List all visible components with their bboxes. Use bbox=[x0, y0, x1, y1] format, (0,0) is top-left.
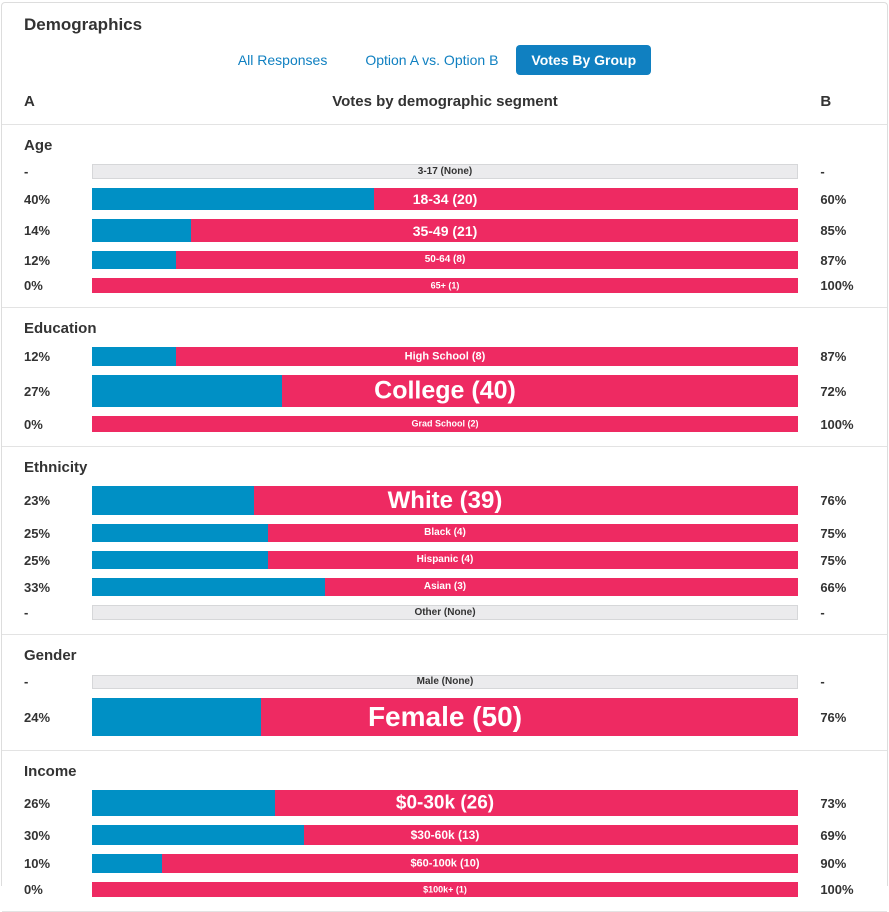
segment-label: Asian (3) bbox=[423, 581, 467, 592]
segment-bar bbox=[92, 347, 799, 366]
segment-label: Male (None) bbox=[416, 675, 474, 687]
option-b-percent: 69% bbox=[820, 827, 847, 843]
segment-row bbox=[2, 416, 887, 432]
option-a-percent: 0% bbox=[24, 416, 43, 432]
segment-row bbox=[2, 164, 887, 179]
option-a-percent: - bbox=[24, 674, 29, 689]
segment-label: 50-64 (8) bbox=[424, 254, 466, 265]
segment-label: 35-49 (21) bbox=[412, 222, 478, 239]
segment-label: College (40) bbox=[374, 376, 516, 405]
section-title-ethnicity: Ethnicity bbox=[24, 459, 88, 476]
segment-row bbox=[2, 825, 887, 845]
segment-row bbox=[2, 882, 887, 897]
segment-row bbox=[2, 790, 887, 816]
option-a-percent: - bbox=[24, 164, 29, 179]
segment-label: White (39) bbox=[387, 486, 503, 514]
segment-bar bbox=[92, 486, 799, 515]
option-a-percent: 25% bbox=[24, 552, 51, 568]
segment-bar bbox=[92, 524, 799, 542]
segment-bar bbox=[92, 675, 799, 689]
segment-bar bbox=[92, 251, 799, 269]
demographics-panel bbox=[1, 2, 888, 897]
option-b-percent: 75% bbox=[820, 552, 847, 568]
segment-bar bbox=[92, 416, 799, 432]
segment-bar bbox=[92, 188, 799, 210]
segment-bar bbox=[92, 551, 799, 569]
option-b-percent: 100% bbox=[820, 416, 854, 432]
section-education bbox=[2, 308, 887, 447]
option-a-percent: 30% bbox=[24, 827, 51, 843]
option-b-percent: - bbox=[820, 164, 825, 179]
option-b-percent: 100% bbox=[820, 882, 854, 897]
segment-bar bbox=[92, 278, 799, 293]
option-b-percent: 90% bbox=[820, 856, 847, 871]
segment-label: Black (4) bbox=[424, 527, 466, 538]
option-a-percent: 0% bbox=[24, 882, 43, 897]
segment-row bbox=[2, 524, 887, 542]
segment-row bbox=[2, 486, 887, 515]
segment-label: Female (50) bbox=[367, 701, 523, 732]
section-title-gender: Gender bbox=[24, 647, 77, 664]
segment-bar bbox=[92, 790, 799, 816]
option-a-percent: 12% bbox=[24, 252, 51, 268]
segment-label: $60-100k (10) bbox=[410, 857, 480, 869]
segment-bar bbox=[92, 578, 799, 596]
segment-bar bbox=[92, 375, 799, 407]
option-a-percent: 10% bbox=[24, 856, 51, 871]
segment-label: $30-60k (13) bbox=[410, 828, 480, 842]
segment-bar bbox=[92, 605, 799, 620]
option-b-percent: 76% bbox=[820, 493, 847, 508]
view-tabs bbox=[2, 45, 887, 75]
segments-container bbox=[2, 125, 887, 912]
option-a-percent: - bbox=[24, 605, 29, 620]
segment-label: 3-17 (None) bbox=[417, 165, 473, 177]
option-a-percent: 33% bbox=[24, 579, 51, 595]
option-a-percent: 40% bbox=[24, 191, 51, 207]
option-a-percent: 26% bbox=[24, 795, 51, 811]
section-income bbox=[2, 751, 887, 912]
column-a-label: A bbox=[24, 93, 35, 110]
segment-bar bbox=[92, 219, 799, 242]
section-ethnicity bbox=[2, 447, 887, 635]
segment-label: High School (8) bbox=[404, 350, 486, 362]
segment-label: Hispanic (4) bbox=[416, 554, 474, 565]
option-a-percent: 24% bbox=[24, 709, 51, 725]
section-title-education: Education bbox=[24, 320, 97, 337]
section-gender bbox=[2, 635, 887, 751]
segment-row bbox=[2, 278, 887, 293]
segment-row bbox=[2, 674, 887, 689]
option-a-percent: 0% bbox=[24, 278, 43, 293]
chart-header-row bbox=[2, 93, 887, 125]
segment-label: Other (None) bbox=[414, 606, 476, 618]
segment-row bbox=[2, 551, 887, 569]
segment-label: $0-30k (26) bbox=[395, 792, 495, 814]
segment-row bbox=[2, 375, 887, 407]
segment-label: 18-34 (20) bbox=[412, 191, 478, 207]
segment-row bbox=[2, 347, 887, 366]
segment-row bbox=[2, 854, 887, 873]
option-b-percent: 73% bbox=[820, 795, 847, 811]
segment-row bbox=[2, 188, 887, 210]
option-b-percent: - bbox=[820, 674, 825, 689]
segment-bar bbox=[92, 825, 799, 845]
option-b-percent: 75% bbox=[820, 525, 847, 541]
option-b-percent: 60% bbox=[820, 191, 847, 207]
segment-bar bbox=[92, 854, 799, 873]
tab-all-responses[interactable]: All Responses bbox=[237, 52, 328, 68]
segment-row bbox=[2, 605, 887, 620]
tab-option-a-vs-option-b[interactable]: Option A vs. Option B bbox=[365, 52, 499, 68]
option-b-percent: 87% bbox=[820, 252, 847, 268]
tab-votes-by-group[interactable]: Votes By Group bbox=[516, 45, 651, 75]
segment-row bbox=[2, 219, 887, 242]
option-b-percent: - bbox=[820, 605, 825, 620]
option-a-percent: 27% bbox=[24, 383, 51, 399]
page-title: Demographics bbox=[24, 15, 143, 34]
section-age bbox=[2, 125, 887, 308]
option-a-percent: 25% bbox=[24, 525, 51, 541]
segment-bar bbox=[92, 882, 799, 897]
chart-title: Votes by demographic segment bbox=[332, 93, 558, 110]
segment-label: Grad School (2) bbox=[411, 418, 479, 429]
option-b-percent: 76% bbox=[820, 709, 847, 725]
segment-bar bbox=[92, 164, 799, 179]
option-a-percent: 14% bbox=[24, 223, 51, 238]
option-b-percent: 66% bbox=[820, 579, 847, 595]
section-title-age: Age bbox=[24, 137, 53, 154]
option-b-percent: 85% bbox=[820, 223, 847, 238]
segment-label: $100k+ (1) bbox=[423, 884, 467, 894]
segment-label: 65+ (1) bbox=[430, 280, 460, 290]
segment-row bbox=[2, 251, 887, 269]
option-b-percent: 87% bbox=[820, 349, 847, 364]
segment-row bbox=[2, 578, 887, 596]
column-b-label: B bbox=[820, 93, 832, 110]
segment-bar bbox=[92, 698, 799, 736]
section-title-income: Income bbox=[24, 763, 77, 780]
segment-row bbox=[2, 698, 887, 736]
option-a-percent: 23% bbox=[24, 493, 51, 508]
option-b-percent: 72% bbox=[820, 383, 847, 399]
option-b-percent: 100% bbox=[820, 278, 854, 293]
option-a-percent: 12% bbox=[24, 349, 51, 364]
